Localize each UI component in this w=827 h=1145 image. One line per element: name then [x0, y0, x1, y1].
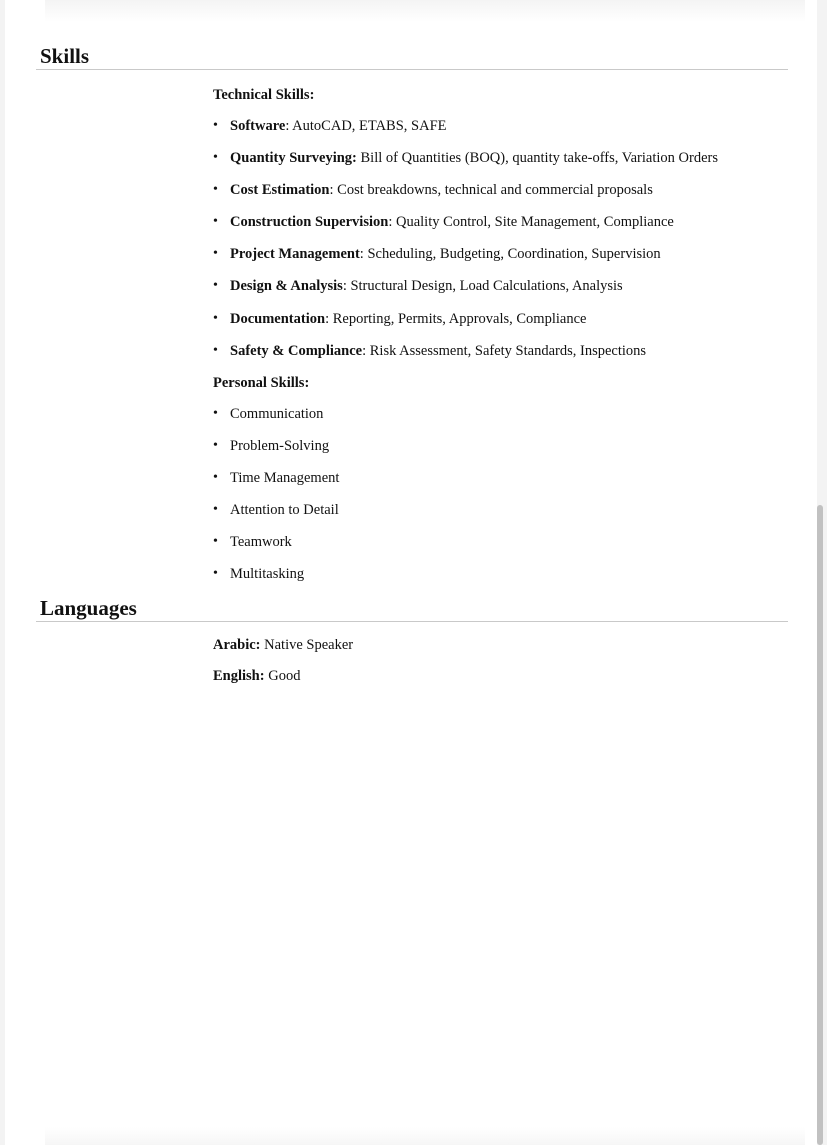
skills-section-divider — [36, 69, 788, 70]
personal-skill-label: Time Management — [230, 470, 340, 487]
language-level: Native Speaker — [264, 637, 354, 653]
skill-term: Design & Analysis — [230, 278, 343, 295]
skill-term: Construction Supervision — [230, 214, 389, 231]
language-label: Arabic: — [213, 637, 261, 653]
skill-term: Cost Estimation — [230, 182, 330, 199]
skill-separator: : — [388, 214, 396, 231]
personal-skills-list — [213, 405, 339, 598]
bullet-icon: • — [213, 534, 218, 550]
skill-separator: : — [362, 342, 370, 359]
personal-skill-label: Attention to Detail — [230, 502, 339, 519]
skill-term: Safety & Compliance — [230, 342, 363, 359]
bullet-icon: • — [213, 470, 218, 486]
personal-skill-item — [213, 405, 339, 437]
languages-section-title: Languages — [40, 596, 137, 620]
technical-skill-item — [213, 342, 718, 374]
language-arabic — [213, 636, 353, 654]
technical-skill-item — [213, 149, 718, 181]
bullet-icon: • — [213, 342, 218, 358]
bullet-icon: • — [213, 150, 218, 166]
technical-skill-item — [213, 213, 718, 245]
bullet-icon: • — [213, 406, 218, 421]
personal-skill-item — [213, 469, 339, 501]
skill-separator: : — [329, 182, 338, 199]
personal-skill-label: Communication — [230, 406, 324, 422]
bullet-icon: • — [213, 214, 218, 230]
language-english — [213, 667, 300, 685]
bullet-icon: • — [213, 182, 218, 198]
personal-skill-label: Multitasking — [230, 566, 305, 583]
skill-separator: : — [325, 310, 333, 327]
next-page-shadow — [45, 1127, 805, 1145]
skill-term: Software — [230, 118, 286, 134]
skill-detail: Cost breakdowns, technical and commercial proposals — [337, 182, 653, 199]
language-level: Good — [268, 668, 301, 684]
bullet-icon: • — [213, 118, 218, 133]
skill-detail: Quality Control, Site Management, Compliance — [395, 214, 674, 231]
personal-skill-item — [213, 501, 339, 533]
skill-detail: Reporting, Permits, Approvals, Compliance — [332, 310, 587, 327]
bullet-icon: • — [213, 566, 218, 582]
skill-separator: : — [285, 118, 293, 134]
technical-skill-item — [213, 181, 718, 213]
skill-term: Documentation — [230, 310, 326, 327]
scrollbar-thumb[interactable] — [817, 505, 823, 1145]
language-label: English: — [213, 668, 265, 684]
technical-skill-item — [213, 117, 718, 149]
skill-detail: Risk Assessment, Safety Standards, Inspections — [369, 342, 647, 359]
resume-page — [5, 0, 817, 1145]
skill-detail: AutoCAD, ETABS, SAFE — [292, 118, 447, 134]
personal-skill-item — [213, 565, 339, 597]
skill-separator: : — [359, 246, 368, 263]
personal-skills-heading: Personal Skills: — [213, 375, 310, 391]
technical-skills-list — [213, 117, 718, 374]
technical-skill-item — [213, 245, 718, 277]
technical-skill-item — [213, 310, 718, 342]
bullet-icon: • — [213, 278, 218, 294]
technical-skills-heading: Technical Skills: — [213, 87, 315, 103]
skill-term: Quantity Surveying: — [230, 150, 357, 167]
languages-section-divider — [36, 621, 788, 622]
skill-term: Project Management — [230, 246, 360, 263]
personal-skill-label: Problem-Solving — [230, 438, 330, 455]
personal-skill-item — [213, 533, 339, 565]
personal-skill-item — [213, 437, 339, 469]
skill-detail: Bill of Quantities (BOQ), quantity take-offs, Variation Orders — [360, 150, 718, 167]
skill-separator: : — [342, 278, 351, 295]
technical-skill-item — [213, 277, 718, 309]
previous-page-shadow — [45, 0, 805, 22]
bullet-icon: • — [213, 246, 218, 262]
bullet-icon: • — [213, 310, 218, 326]
personal-skill-label: Teamwork — [230, 534, 292, 551]
bullet-icon: • — [213, 502, 218, 518]
skill-detail: Structural Design, Load Calculations, Analysis — [350, 278, 623, 295]
skill-detail: Scheduling, Budgeting, Coordination, Supervision — [367, 246, 661, 263]
skills-section-title: Skills — [40, 44, 90, 68]
bullet-icon: • — [213, 438, 218, 454]
